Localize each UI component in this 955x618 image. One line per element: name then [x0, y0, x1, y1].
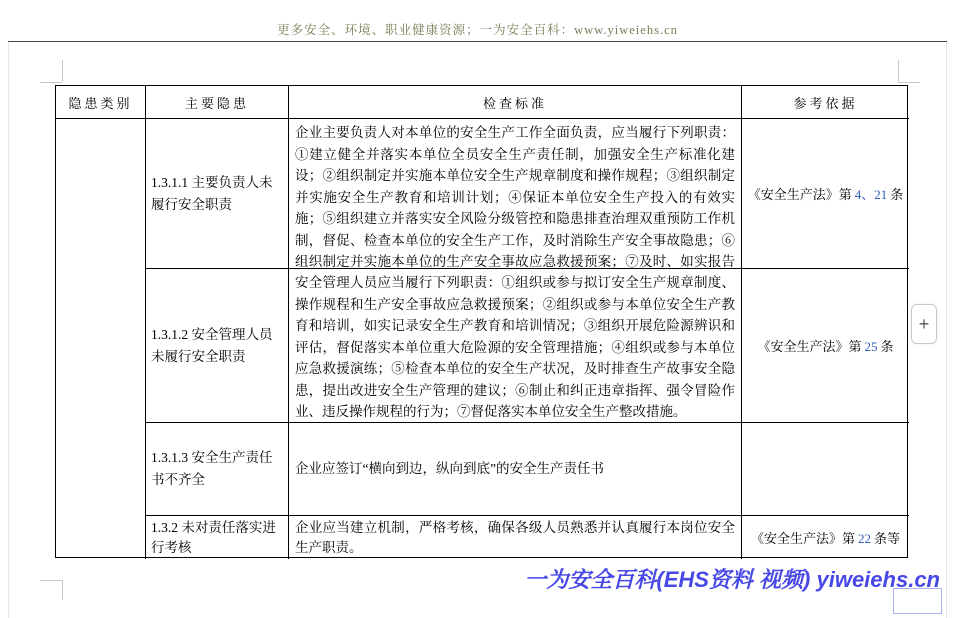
add-page-button[interactable]: + [911, 304, 937, 344]
reference-text: 《安全生产法》第 25 条 [757, 339, 894, 354]
reference-text [823, 461, 829, 477]
margin-corner-mark [62, 580, 63, 600]
column-header-reference: 参考依据 [742, 86, 909, 119]
margin-corner-mark [898, 60, 899, 82]
reference-text: 《安全生产法》第 22 条等 [750, 531, 901, 546]
hazard-cell-1311: 1.3.1.1 主要负责人未履行安全职责 [146, 119, 289, 269]
column-header-category: 隐患类别 [56, 86, 146, 119]
hazard-cell-1313: 1.3.1.3 安全生产责任书不齐全 [146, 423, 289, 516]
column-header-standard: 检查标准 [289, 86, 742, 119]
hazard-cell-1312: 1.3.1.2 安全管理人员未履行安全职责 [146, 269, 289, 423]
header-divider [8, 41, 947, 42]
reference-cell-132 [742, 516, 909, 559]
margin-corner-mark [40, 580, 62, 581]
standard-cell-1311: 企业主要负责人对本单位的安全生产工作全面负责，应当履行下列职责：①建立健全并落实本单位全员安全生产责任制，加强安全生产标准化建设；②组织制定并实施本单位安全生产规章制度和操作规程；③组织制定并实施安全生产教育和培训计划；④保证本单位安全生产投入的有效实施；⑤组织建立并落实安全风险分级管控和隐患排查治理双重预防工作机制，督促、检查本单位的安全生产工作，及时消除生产安全事故隐患；⑥组织制定并实施本单位的生产安全事故应急救援预案；⑦及时、如实报告 [289, 119, 742, 269]
reference-cell-1311 [742, 119, 909, 269]
document-header [0, 20, 955, 38]
hazard-table [55, 85, 908, 558]
column-header-hazard: 主要隐患 [146, 86, 289, 119]
footer-brand-text: 一为安全百科(EHS资料 视频) yiweiehs.cn [524, 567, 940, 592]
reference-article-number: 22 [858, 531, 871, 546]
page-edge-right [946, 42, 947, 618]
reference-cell-1312 [742, 269, 909, 423]
page-edge-left [8, 42, 9, 618]
standard-cell-132: 企业应当建立机制，严格考核，确保各级人员熟悉并认真履行本岗位安全生产职责。 [289, 516, 742, 559]
reference-text: 《安全生产法》第 4、21 条 [747, 187, 904, 202]
reference-cell-1313 [742, 423, 909, 516]
document-header-text: 更多安全、环境、职业健康资源；一为安全百科：www.yiweiehs.cn [277, 23, 678, 37]
margin-corner-mark [898, 82, 920, 83]
margin-corner-mark [62, 60, 63, 82]
reference-article-number: 4、21 [854, 187, 888, 202]
category-cell-merged [56, 119, 146, 559]
margin-corner-mark [40, 82, 62, 83]
reference-article-number: 25 [864, 339, 878, 354]
footer-selection-box [893, 588, 942, 614]
standard-cell-1313: 企业应签订“横向到边，纵向到底”的安全生产责任书 [289, 423, 742, 516]
hazard-cell-132: 1.3.2 未对责任落实进行考核 [146, 516, 289, 559]
standard-cell-1312: 安全管理人员应当履行下列职责：①组织或参与拟订安全生产规章制度、操作规程和生产安全事故应急救援预案；②组织或参与本单位安全生产教育和培训，如实记录安全生产教育和培训情况；③组织开展危险源辨识和评估，督促落实本单位重大危险源的安全管理措施；④组织或参与本单位应急救援演练；⑤检查本单位的安全生产状况，及时排查生产故事安全隐患，提出改进安全生产管理的建议；⑥制止和纠正违章指挥、强令冒险作业、违反操作规程的行为；⑦督促落实本单位安全生产整改措施。 [289, 269, 742, 423]
